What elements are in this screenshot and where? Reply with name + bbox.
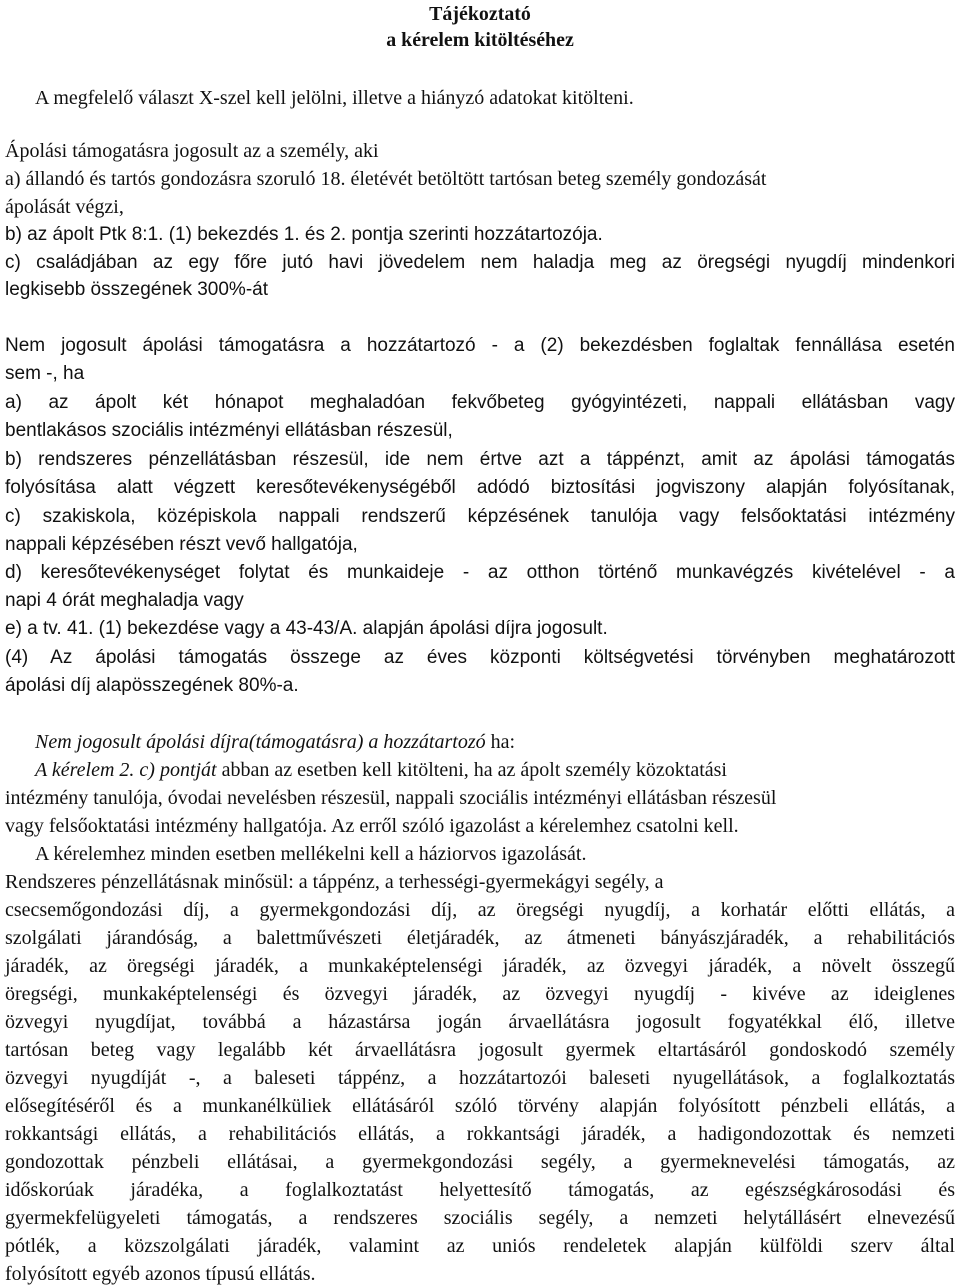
not-eligible-line-8: nappali képzésében részt vevő hallgatója,	[5, 534, 358, 555]
not-eligible-line-13: ápolási díj alapösszegének 80%-a.	[5, 675, 299, 696]
definition-line-10: rokkantsági ellátás, a rehabilitációs ellátás, a rokkantsági járadék, a hadigondozottak és nemzeti	[5, 1123, 955, 1145]
note-line-1	[35, 728, 515, 756]
page-title: Tájékoztató	[429, 3, 531, 25]
not-eligible-line-9: d) keresőtevékenységet folytat és munkaideje - az otthon történő munkavégzés kivételével - a	[5, 562, 955, 583]
definition-line-7: tartósan beteg vagy legalább két árvaellátásra jogosult gyermek eltartásáról gondoskodó személy	[5, 1039, 955, 1061]
not-eligible-line-5: b) rendszeres pénzellátásban részesül, ide nem értve azt a táppénzt, amit az ápolási támogatás	[5, 449, 955, 470]
not-eligible-line-10: napi 4 órát meghaladja vagy	[5, 590, 244, 611]
not-eligible-line-1: Nem jogosult ápolási támogatásra a hozzátartozó - a (2) bekezdésben foglaltak fennállása esetén	[5, 335, 955, 356]
not-eligible-line-4: bentlakásos szociális intézményi ellátásban részesül,	[5, 420, 453, 441]
definition-line-9: elősegítéséről és a munkanélküliek ellátásáról szóló törvény alapján folyósított pénzbeli ellátás, a	[5, 1095, 955, 1117]
eligible-line-3: ápolását végzi,	[5, 196, 124, 218]
definition-line-2: csecsemőgondozási díj, a gyermekgondozási díj, az öregségi nyugdíj, a korhatár előtti ellátás, a	[5, 899, 955, 921]
definition-line-11: gondozottak pénzbeli ellátásai, a gyermekgondozási segély, a gyermeknevelési támogatás, az	[5, 1151, 955, 1173]
note-line-2	[35, 756, 727, 784]
note-line-2-italic: A kérelem 2. c) pontját	[35, 759, 217, 781]
eligible-line-5: c) családjában az egy főre jutó havi jövedelem nem haladja meg az öregségi nyugdíj mindenkori	[5, 252, 955, 273]
note-line-1-tail: ha:	[485, 731, 516, 753]
not-eligible-line-2: sem -, ha	[5, 363, 85, 384]
not-eligible-line-7: c) szakiskola, középiskola nappali rendszerű képzésének tanulója vagy felsőoktatási intézmény	[5, 506, 955, 527]
note-line-2-tail: abban az esetben kell kitölteni, ha az ápolt személy közoktatási	[216, 759, 727, 781]
not-eligible-line-6: folyósítása alatt végzett keresőtevékenységéből adódó biztosítási jogviszony alapján folyósítanak,	[5, 477, 955, 498]
eligible-line-4: b) az ápolt Ptk 8:1. (1) bekezdés 1. és 2. pontja szerinti hozzátartozója.	[5, 224, 603, 245]
definition-line-14: pótlék, a közszolgálati járadék, valamint az uniós rendeletek alapján külföldi szerv által	[5, 1235, 955, 1257]
eligible-line-6: legkisebb összegének 300%-át	[5, 279, 269, 300]
definition-line-6: özvegyi nyugdíjat, továbbá a házastársa jogán árvaellátásra jogosult fogyatékkal élő, illetve	[5, 1011, 955, 1033]
intro-text: A megfelelő választ X-szel kell jelölni, illetve a hiányzó adatokat kitölteni.	[35, 87, 634, 109]
definition-line-3: szolgálati járandóság, a balettművészeti életjáradék, az átmeneti bányászjáradék, a rehabilitációs	[5, 927, 955, 949]
eligible-line-2: a) állandó és tartós gondozásra szoruló 18. életévét betöltött tartósan beteg személy gondozását	[5, 168, 767, 190]
not-eligible-line-3: a) az ápolt két hónapot meghaladóan fekvőbeteg gyógyintézeti, nappali ellátásban vagy	[5, 392, 955, 413]
eligible-line-1: Ápolási támogatásra jogosult az a személy, aki	[5, 140, 379, 162]
definition-line-5: öregségi, munkaképtelenségi és özvegyi járadék, az özvegyi nyugdíj - kivéve az ideiglenes	[5, 983, 955, 1005]
definition-line-13: gyermekfelügyeleti támogatás, a rendszeres szociális segély, a nemzeti helytállásért elnevezésű	[5, 1207, 955, 1229]
not-eligible-line-12: (4) Az ápolási támogatás összege az éves központi költségvetési törvényben meghatározott	[5, 647, 955, 668]
page-subtitle: a kérelem kitöltéséhez	[386, 29, 574, 51]
definition-line-12: időskorúak járadéka, a foglalkoztatást helyettesítő támogatás, az egészségkárosodási és	[5, 1179, 955, 1201]
definition-line-1: Rendszeres pénzellátásnak minősül: a táppénz, a terhességi-gyermekágyi segély, a	[5, 871, 664, 893]
definition-line-8: özvegyi nyugdíját -, a baleseti táppénz, a hozzátartozói baleseti nyugellátások, a foglalkoztatás	[5, 1067, 955, 1089]
note-line-5: A kérelemhez minden esetben mellékelni kell a háziorvos igazolását.	[35, 843, 587, 865]
note-line-4: vagy felsőoktatási intézmény hallgatója. Az erről szóló igazolást a kérelemhez csatolni kell.	[5, 815, 739, 837]
not-eligible-line-11: e) a tv. 41. (1) bekezdése vagy a 43-43/A. alapján ápolási díjra jogosult.	[5, 618, 608, 639]
definition-line-4: járadék, az öregségi járadék, a munkaképtelenségi járadék, az özvegyi járadék, a növelt összegű	[5, 955, 955, 977]
note-line-3: intézmény tanulója, óvodai nevelésben részesül, nappali szociális intézményi ellátásban részesül	[5, 787, 777, 809]
definition-line-15: folyósított egyéb azonos típusú ellátás.	[5, 1263, 316, 1285]
note-line-1-italic: Nem jogosult ápolási díjra(támogatásra) a hozzátartozó	[35, 731, 486, 753]
